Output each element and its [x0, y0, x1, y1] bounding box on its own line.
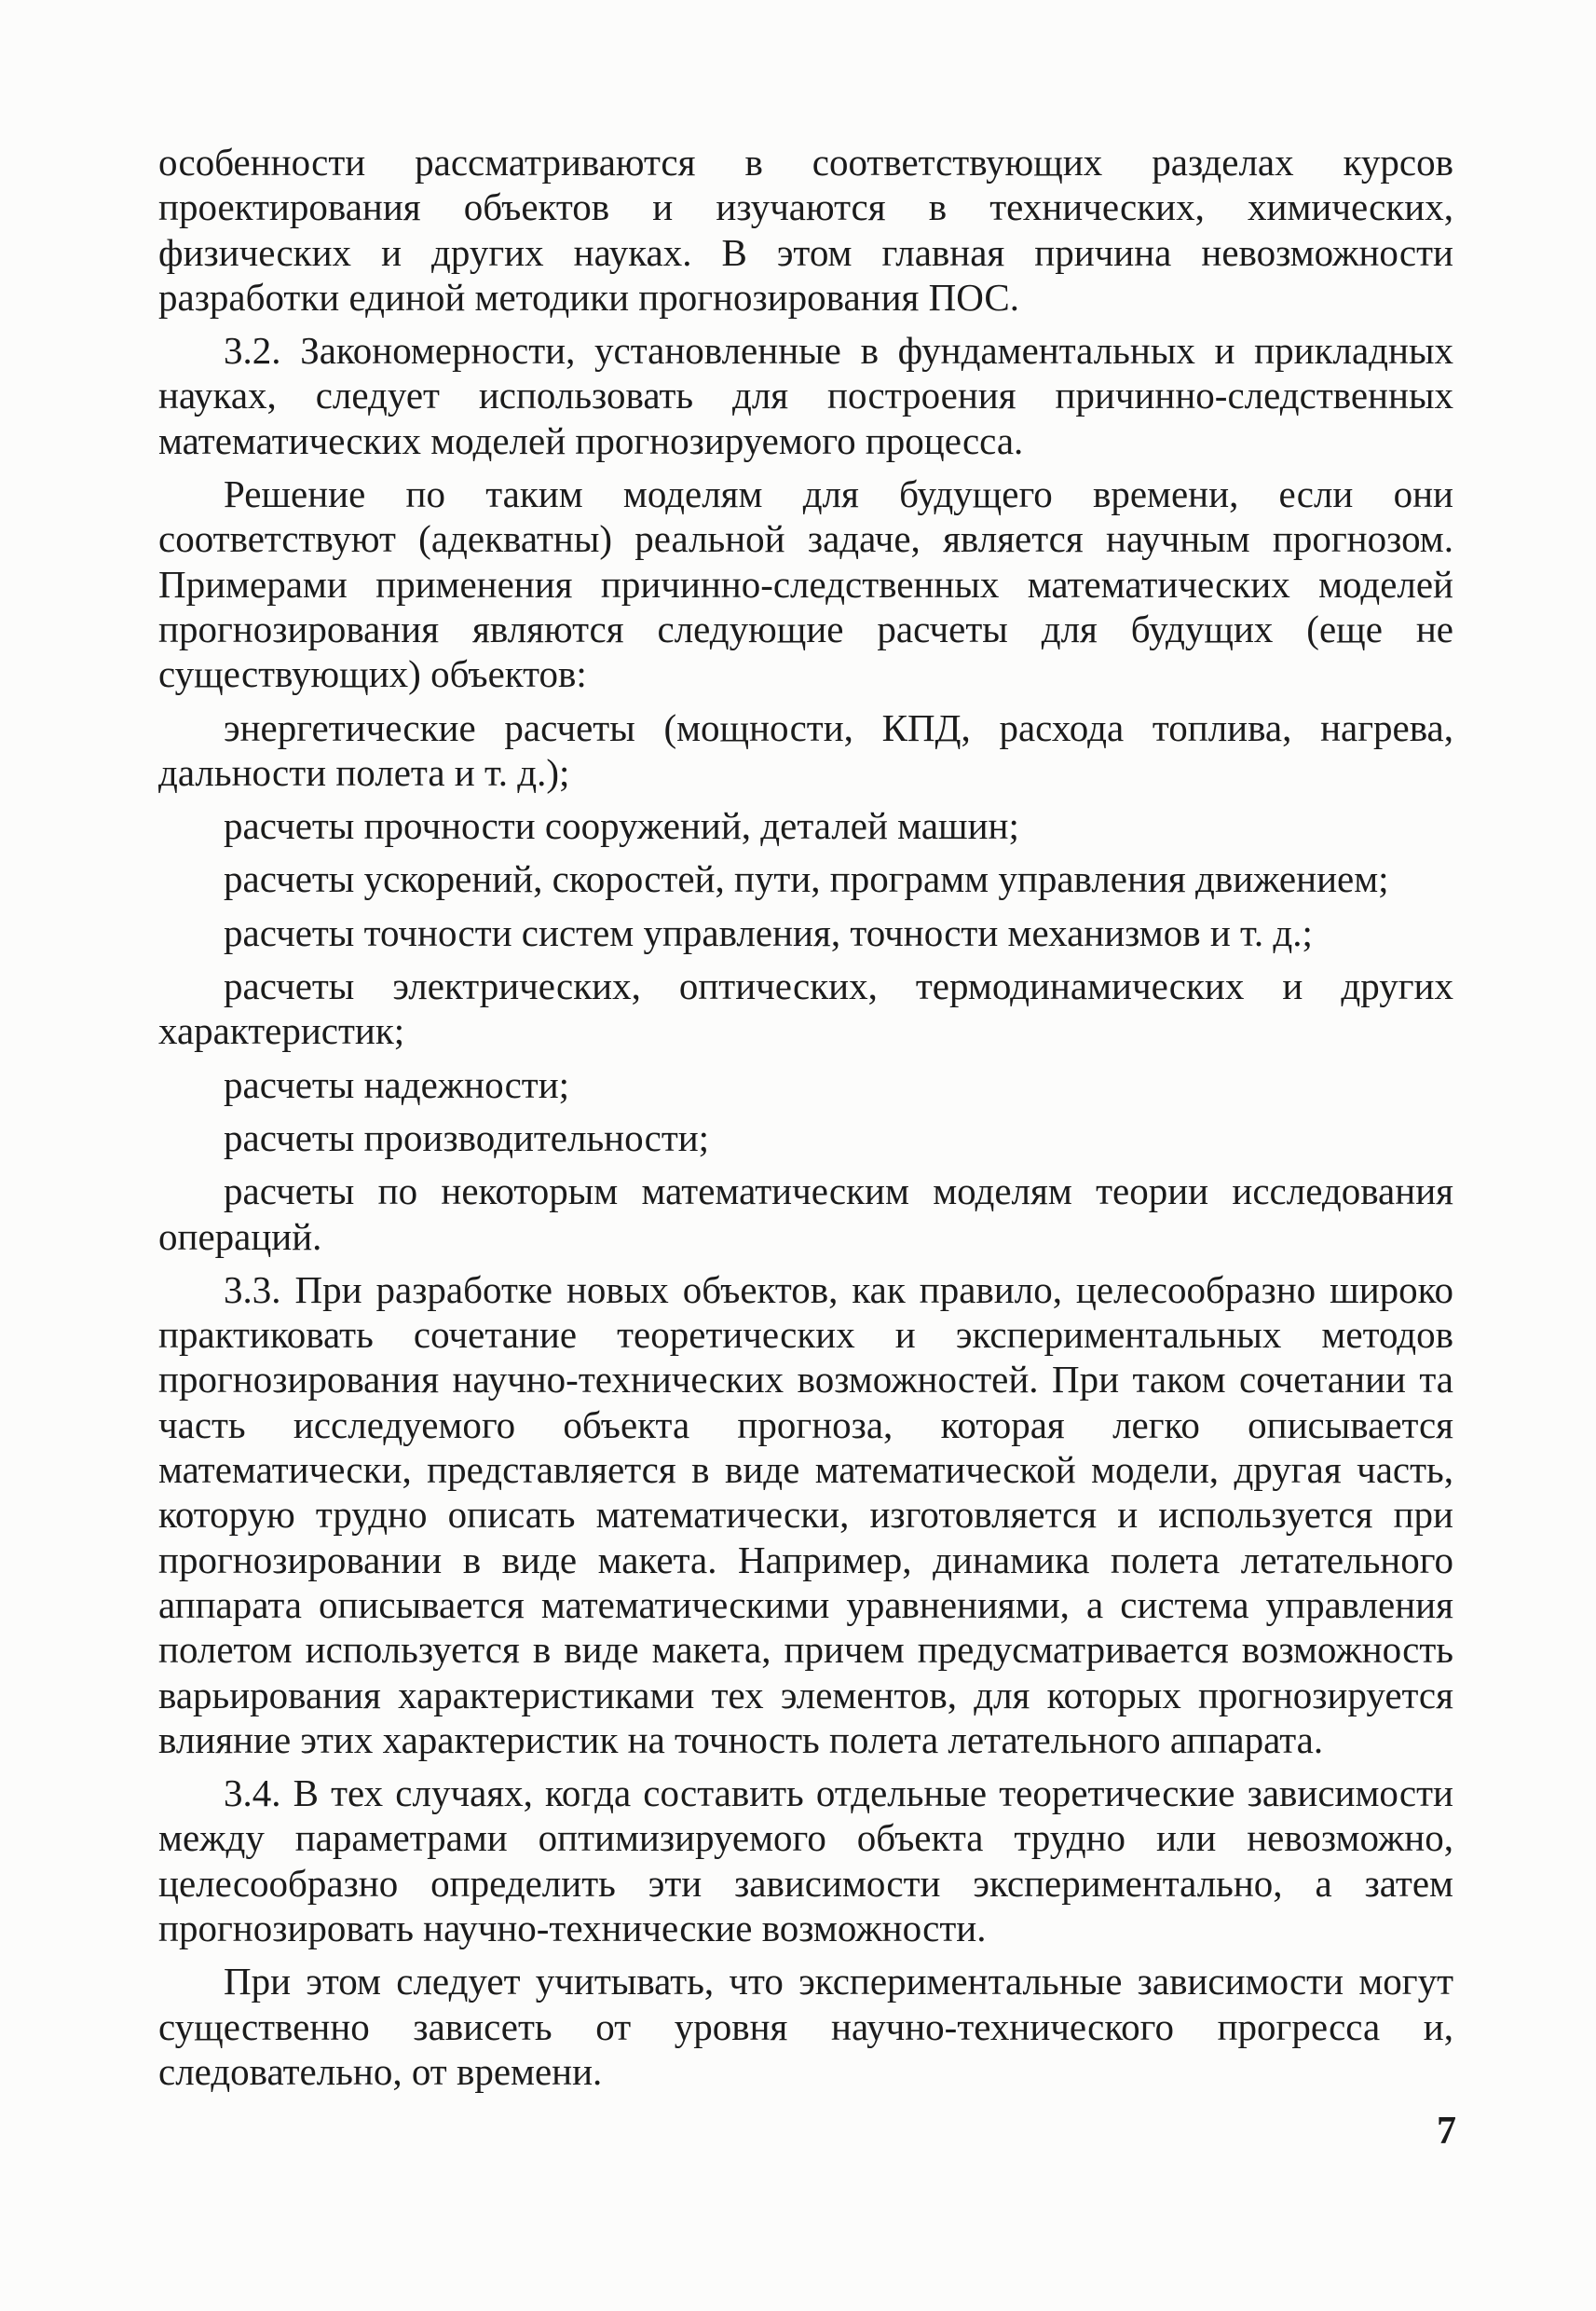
- paragraph-intro-continuation: особенности рассматриваются в соответствующих разделах курсов проектирования объектов и изучаются в технических, химических, физических и других науках. В этом главная причина невозможности разработки единой методики прогнозирования ПОС.: [158, 141, 1453, 319]
- paragraph-3-3: 3.3. При разработке новых объектов, как правило, целесообразно широко практиковать сочетание теоретических и экспериментальных методов прогнозирования научно-технических возможностей. При таком сочетании та часть исследуемого объекта прогноза, которая легко описывается математически, представляется в виде математической модели, другая часть, которую трудно описать математически, изготовляется и используется при прогнозировании в виде макета. Например, динамика полета летательного аппарата описывается математическими уравнениями, а система управления полетом используется в виде макета, причем предусматривается возможность варьирования характеристиками тех элементов, для которых прогнозируется влияние этих характеристик на точность полета летательного аппарата.: [158, 1267, 1453, 1761]
- list-item-strength-calculations: расчеты прочности сооружений, деталей машин;: [224, 804, 1019, 848]
- page-number: 7: [1437, 2110, 1456, 2153]
- list-item-operations-research: расчеты по некоторым математическим моделям теории исследования операций.: [158, 1169, 1453, 1258]
- list-item-productivity-calculations: расчеты производительности;: [224, 1115, 710, 1159]
- paragraph-3-2: 3.2. Закономерности, установленные в фундаментальных и прикладных науках, следует использовать для построения причинно-следственных математических моделей прогнозируемого процесса.: [158, 329, 1453, 462]
- list-item-reliability-calculations: расчеты надежности;: [224, 1062, 570, 1106]
- list-item-accuracy-calculations: расчеты точности систем управления, точности механизмов и т. д.;: [224, 910, 1313, 954]
- list-item-motion-calculations: расчеты ускорений, скоростей, пути, программ управления движением;: [224, 857, 1389, 901]
- list-item-energy-calculations: энергетические расчеты (мощности, КПД, расхода топлива, нагрева, дальности полета и т. д.);: [158, 705, 1453, 794]
- list-item-characteristics-calculations: расчеты электрических, оптических, термодинамических и других характеристик;: [158, 964, 1453, 1053]
- paragraph-3-4: 3.4. В тех случаях, когда составить отдельные теоретические зависимости между параметрами оптимизируемого объекта трудно или невозможно, целесообразно определить эти зависимости экспериментально, а затем прогнозировать научно-технические возможности.: [158, 1771, 1453, 1949]
- body-text: [158, 140, 1453, 2094]
- paragraph-models-examples: Решение по таким моделям для будущего времени, если они соответствуют (адекватны) реальной задаче, является научным прогнозом. Примерами применения причинно-следственных математических моделей прогнозирования являются следующие расчеты для будущих (еще не существующих) объектов:: [158, 472, 1453, 696]
- paragraph-experimental-dependencies: При этом следует учитывать, что экспериментальные зависимости могут существенно зависеть от уровня научно-технического прогресса и, следовательно, от времени.: [158, 1960, 1453, 2093]
